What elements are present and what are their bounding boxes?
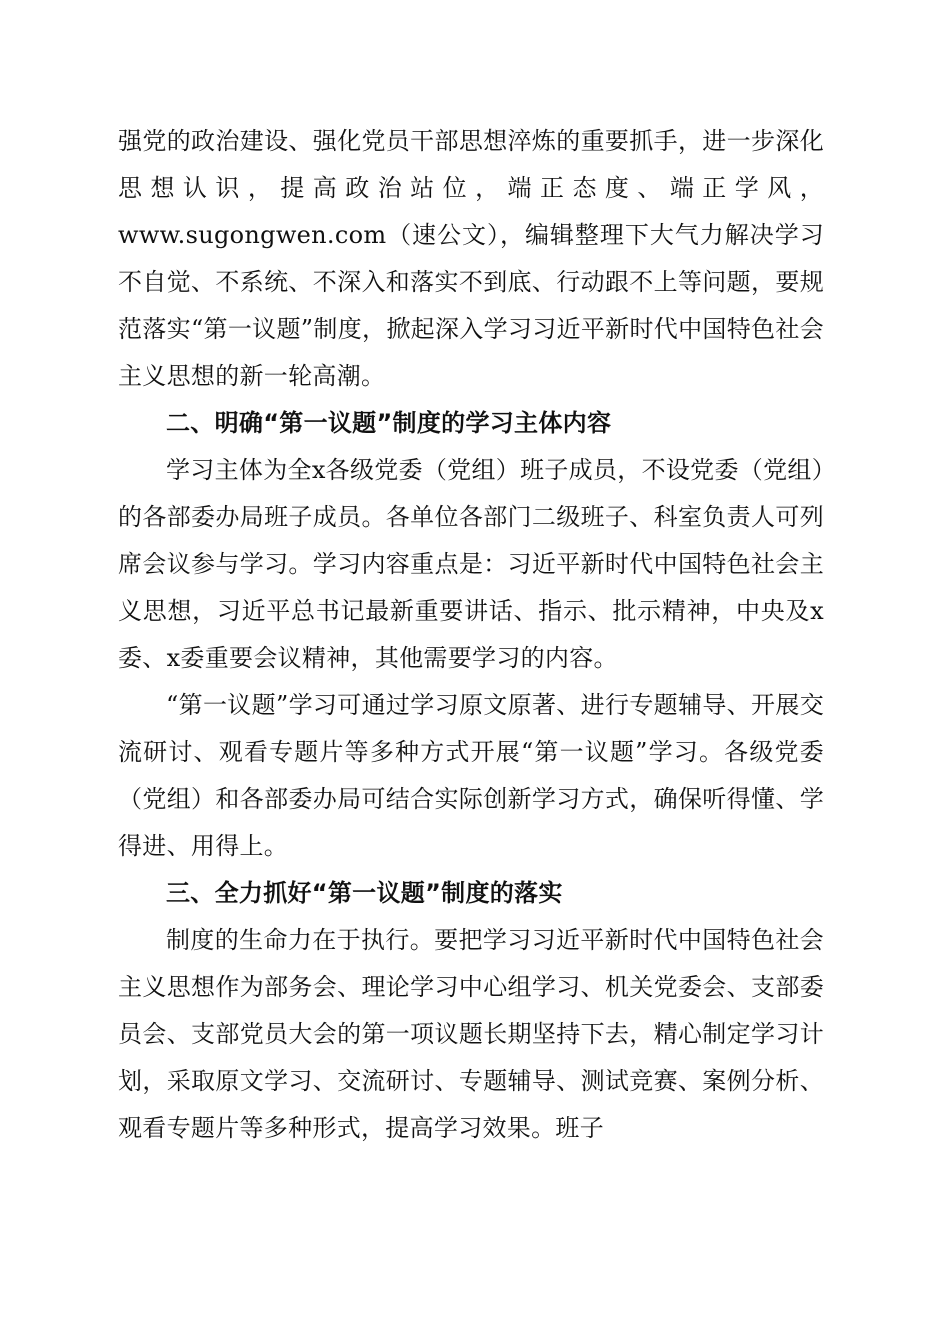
paragraph-implementation: 制度的生命力在于执行。要把学习习近平新时代中国特色社会主义思想作为部务会、理论学习中心组学习、机关党委会、支部委员会、支部党员大会的第一项议题长期坚持下去，精心制定学习计划，采取原文学习、交流研讨、专题辅导、测试竞赛、案例分析、观看专题片等多种形式，提高学习效果。班子 — [118, 926, 824, 1142]
section-heading-3: 三、全力抓好“第一议题”制度的落实 — [166, 879, 563, 907]
document-body — [118, 118, 824, 1152]
section-heading-2: 二、明确“第一议题”制度的学习主体内容 — [166, 409, 612, 437]
paragraph-study-methods: “第一议题”学习可通过学习原文原著、进行专题辅导、开展交流研讨、观看专题片等多种方式开展“第一议题”学习。各级党委（党组）和各部委办局可结合实际创新学习方式，确保听得懂、学得进、用得上。 — [118, 691, 824, 860]
paragraph-study-subjects: 学习主体为全x各级党委（党组）班子成员，不设党委（党组）的各部委办局班子成员。各单位各部门二级班子、科室负责人可列席会议参与学习。学习内容重点是：习近平新时代中国特色社会主义思想，习近平总书记最新重要讲话、指示、批示精神，中央及x委、x委重要会议精神，其他需要学习的内容。 — [118, 456, 824, 672]
paragraph-continuation: 强党的政治建设、强化党员干部思想淬炼的重要抓手，进一步深化思想认识，提高政治站位，端正态度、端正学风，www.sugongwen.com（速公文），编辑整理下大气力解决学习不自觉、不系统、不深入和落实不到底、行动跟不上等问题，要规范落实“第一议题”制度，掀起深入学习习近平新时代中国特色社会主义思想的新一轮高潮。 — [118, 127, 824, 390]
